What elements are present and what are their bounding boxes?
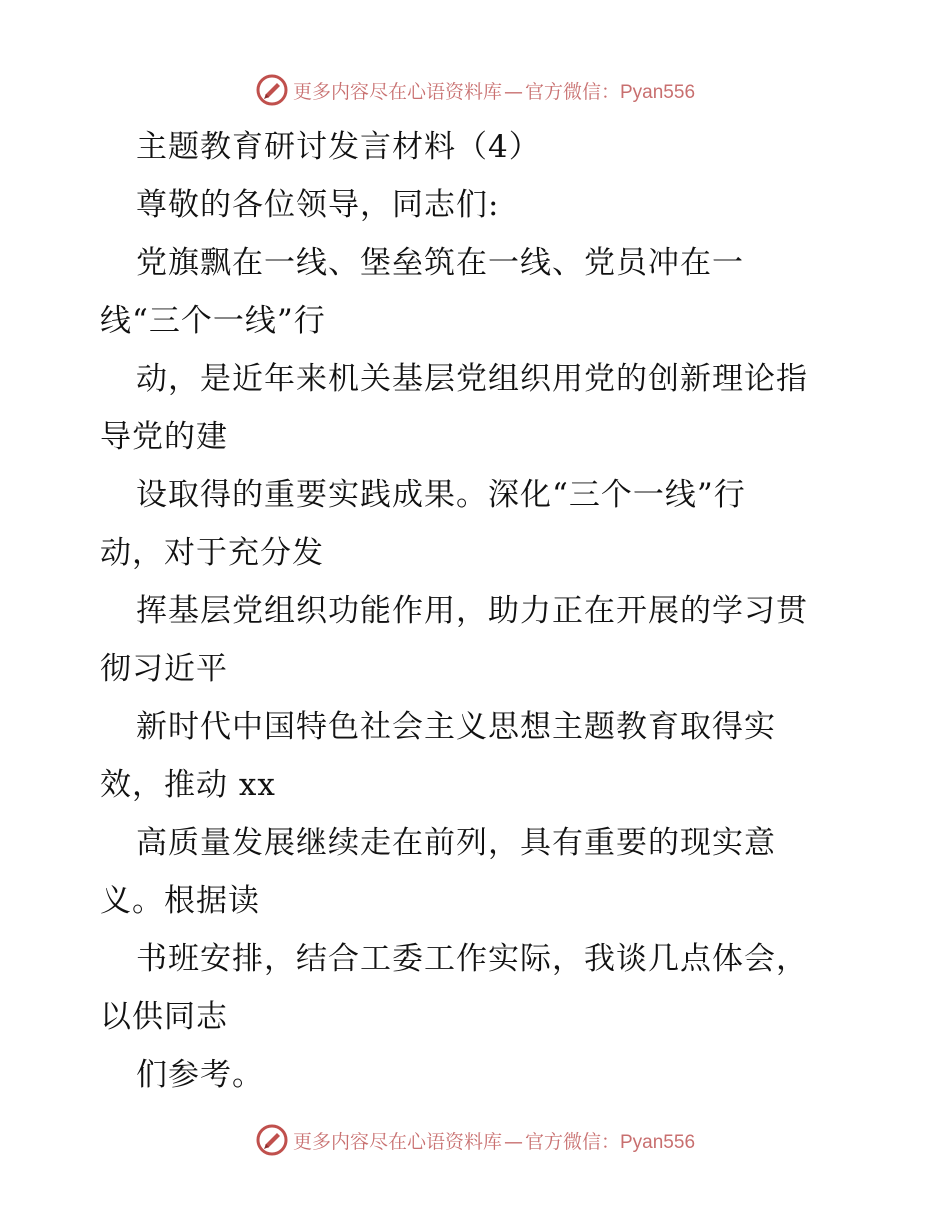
text-line: 尊敬的各位领导，同志们: bbox=[136, 187, 500, 223]
text-line: 书班安排，结合工委工作实际，我谈几点体会， bbox=[136, 941, 808, 977]
text-line: 线“三个一线”行 bbox=[100, 303, 326, 339]
watermark-separator: — bbox=[503, 1130, 523, 1153]
text-line: 效，推动 xx bbox=[100, 767, 276, 803]
text-line: 彻习近平 bbox=[100, 651, 228, 687]
watermark-header bbox=[0, 70, 950, 110]
text-line: 高质量发展继续走在前列，具有重要的现实意 bbox=[136, 825, 776, 861]
text-line: 动，是近年来机关基层党组织用党的创新理论指 bbox=[136, 361, 808, 397]
watermark-footer bbox=[0, 1120, 950, 1160]
watermark-separator: — bbox=[503, 80, 523, 103]
text-line: 挥基层党组织功能作用，助力正在开展的学习贯 bbox=[136, 593, 808, 629]
text-line: 们参考。 bbox=[136, 1057, 264, 1093]
text-line: 导党的建 bbox=[100, 419, 228, 455]
text-line: 义。根据读 bbox=[100, 883, 260, 919]
pen-seal-icon bbox=[255, 1123, 289, 1157]
text-line: 新时代中国特色社会主义思想主题教育取得实 bbox=[136, 709, 776, 745]
watermark-suffix: 官方微信： bbox=[524, 1130, 620, 1153]
pen-seal-icon bbox=[255, 73, 289, 107]
document-body bbox=[100, 118, 860, 1104]
watermark-id: Pyan556 bbox=[620, 1131, 696, 1153]
watermark-suffix: 官方微信： bbox=[524, 80, 620, 103]
text-line: 以供同志 bbox=[100, 999, 228, 1035]
text-line: 设取得的重要实践成果。深化“三个一线”行 bbox=[136, 477, 746, 513]
text-line: 动，对于充分发 bbox=[100, 535, 324, 571]
watermark-title: 更多内容尽在心语资料库 bbox=[292, 1130, 502, 1153]
watermark-title: 更多内容尽在心语资料库 bbox=[292, 80, 502, 103]
watermark-text bbox=[293, 77, 695, 104]
watermark-text bbox=[293, 1127, 695, 1154]
text-line: 主题教育研讨发言材料（4） bbox=[136, 129, 541, 165]
watermark-id: Pyan556 bbox=[620, 81, 696, 103]
text-line: 党旗飘在一线、堡垒筑在一线、党员冲在一 bbox=[136, 245, 744, 281]
